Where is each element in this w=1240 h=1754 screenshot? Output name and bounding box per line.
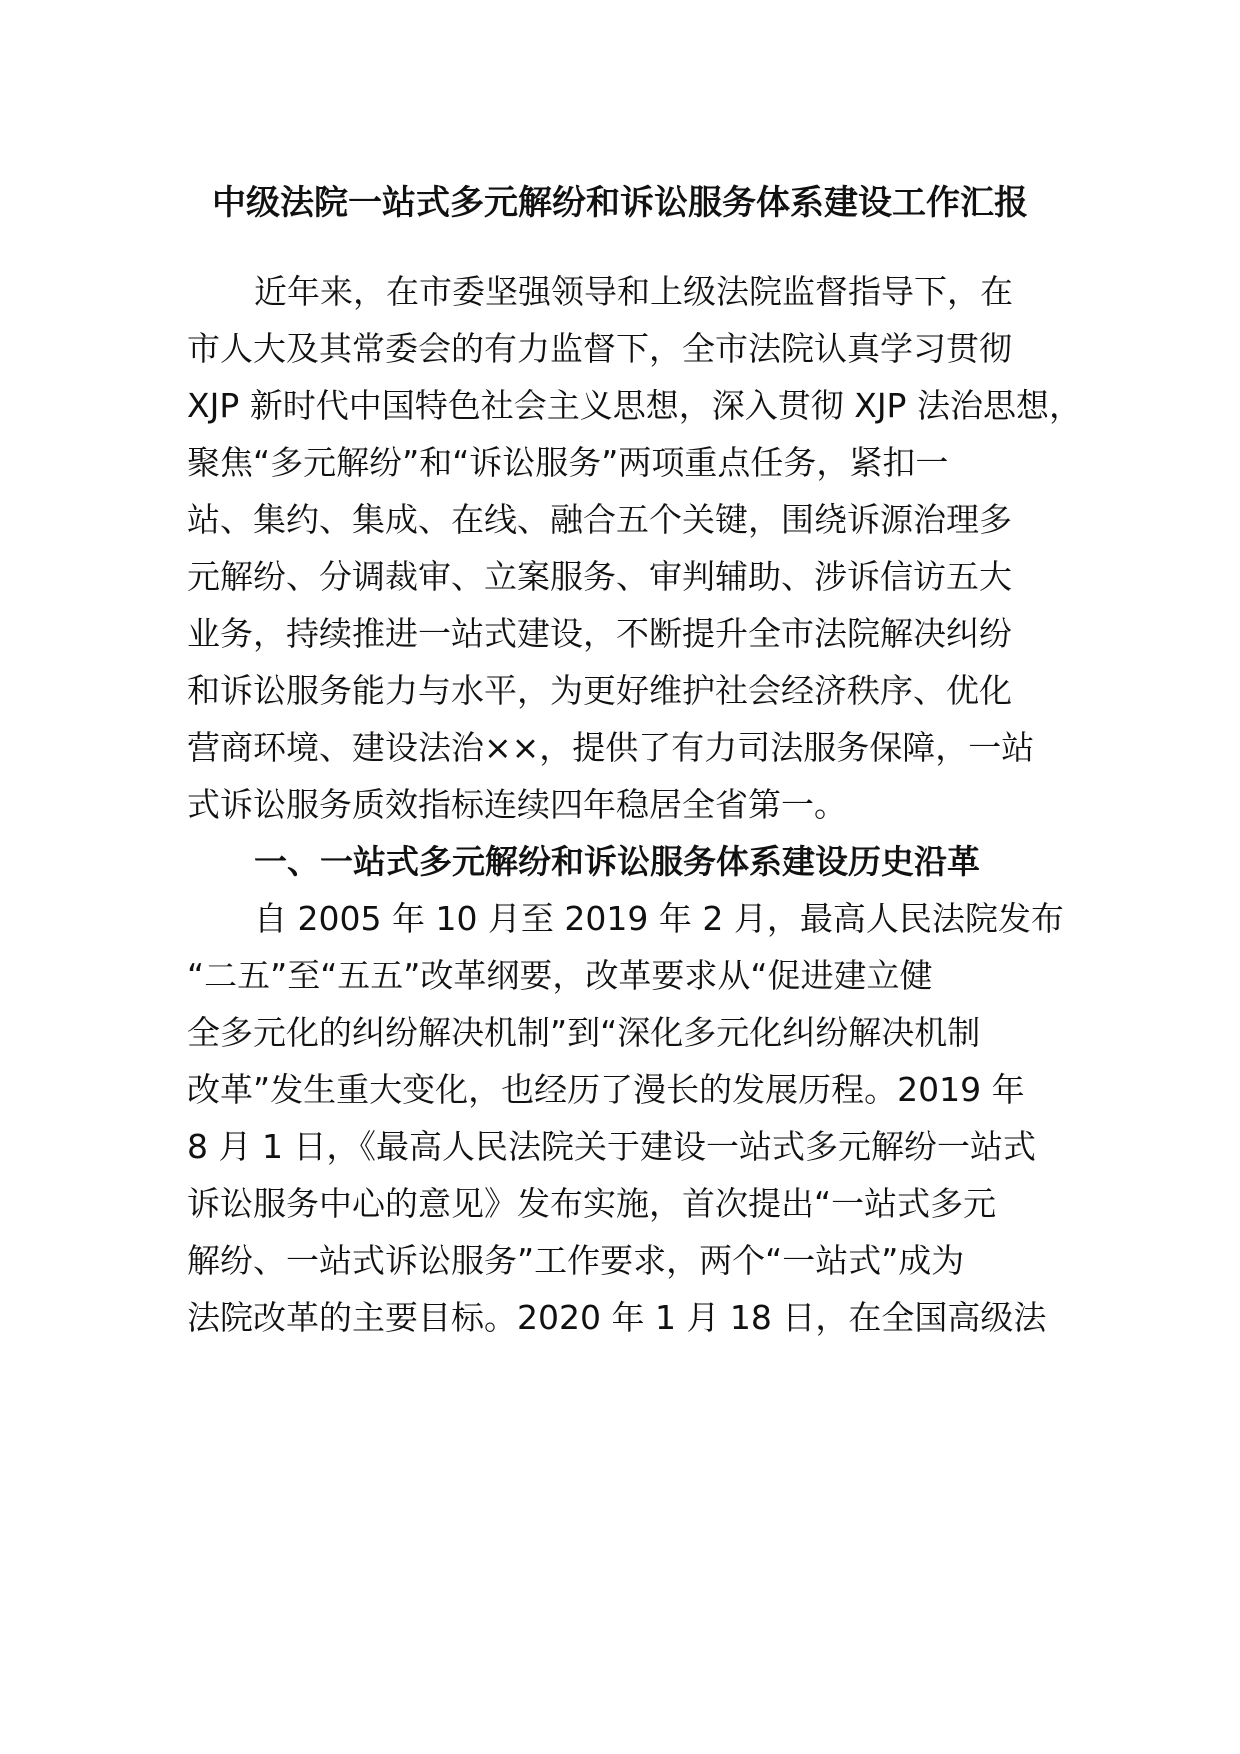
body-line: 解纷、一站式诉讼服务”工作要求，两个“一站式”成为 bbox=[187, 1241, 965, 1280]
body-line: 法院改革的主要目标。2020 年 1 月 18 日，在全国高级法 bbox=[187, 1298, 1047, 1337]
body-line: 聚焦“多元解纷”和“诉讼服务”两项重点任务，紧扣一 bbox=[187, 443, 949, 482]
body-line: “二五”至“五五”改革纲要，改革要求从“促进建立健 bbox=[187, 956, 933, 995]
section-heading: 一、一站式多元解纷和诉讼服务体系建设历史沿革 bbox=[254, 842, 980, 881]
body-line: 站、集约、集成、在线、融合五个关键，围绕诉源治理多 bbox=[187, 500, 1012, 539]
body-line: 近年来，在市委坚强领导和上级法院监督指导下，在 bbox=[254, 272, 1013, 311]
body-line: 全多元化的纠纷解决机制”到“深化多元化纠纷解决机制 bbox=[187, 1013, 981, 1052]
body-line: 营商环境、建设法治××，提供了有力司法服务保障，一站 bbox=[187, 728, 1035, 767]
body-line: 式诉讼服务质效指标连续四年稳居全省第一。 bbox=[187, 785, 847, 824]
body-line: XJP 新时代中国特色社会主义思想，深入贯彻 XJP 法治思想， bbox=[187, 386, 1082, 425]
body-line: 和诉讼服务能力与水平，为更好维护社会经济秩序、优化 bbox=[187, 671, 1012, 710]
body-line: 自 2005 年 10 月至 2019 年 2 月，最高人民法院发布 bbox=[254, 899, 1064, 938]
body-line: 改革”发生重大变化，也经历了漫长的发展历程。2019 年 bbox=[187, 1070, 1025, 1109]
body-line: 业务，持续推进一站式建设，不断提升全市法院解决纠纷 bbox=[187, 614, 1012, 653]
body-line: 市人大及其常委会的有力监督下，全市法院认真学习贯彻 bbox=[187, 329, 1012, 368]
body-line: 元解纷、分调裁审、立案服务、审判辅助、涉诉信访五大 bbox=[187, 557, 1012, 596]
body-line: 诉讼服务中心的意见》发布实施，首次提出“一站式多元 bbox=[187, 1184, 997, 1223]
document-title: 中级法院一站式多元解纷和诉讼服务体系建设工作汇报 bbox=[212, 183, 1028, 223]
body-line: 8 月 1 日，《最高人民法院关于建设一站式多元解纷一站式 bbox=[187, 1127, 1036, 1166]
